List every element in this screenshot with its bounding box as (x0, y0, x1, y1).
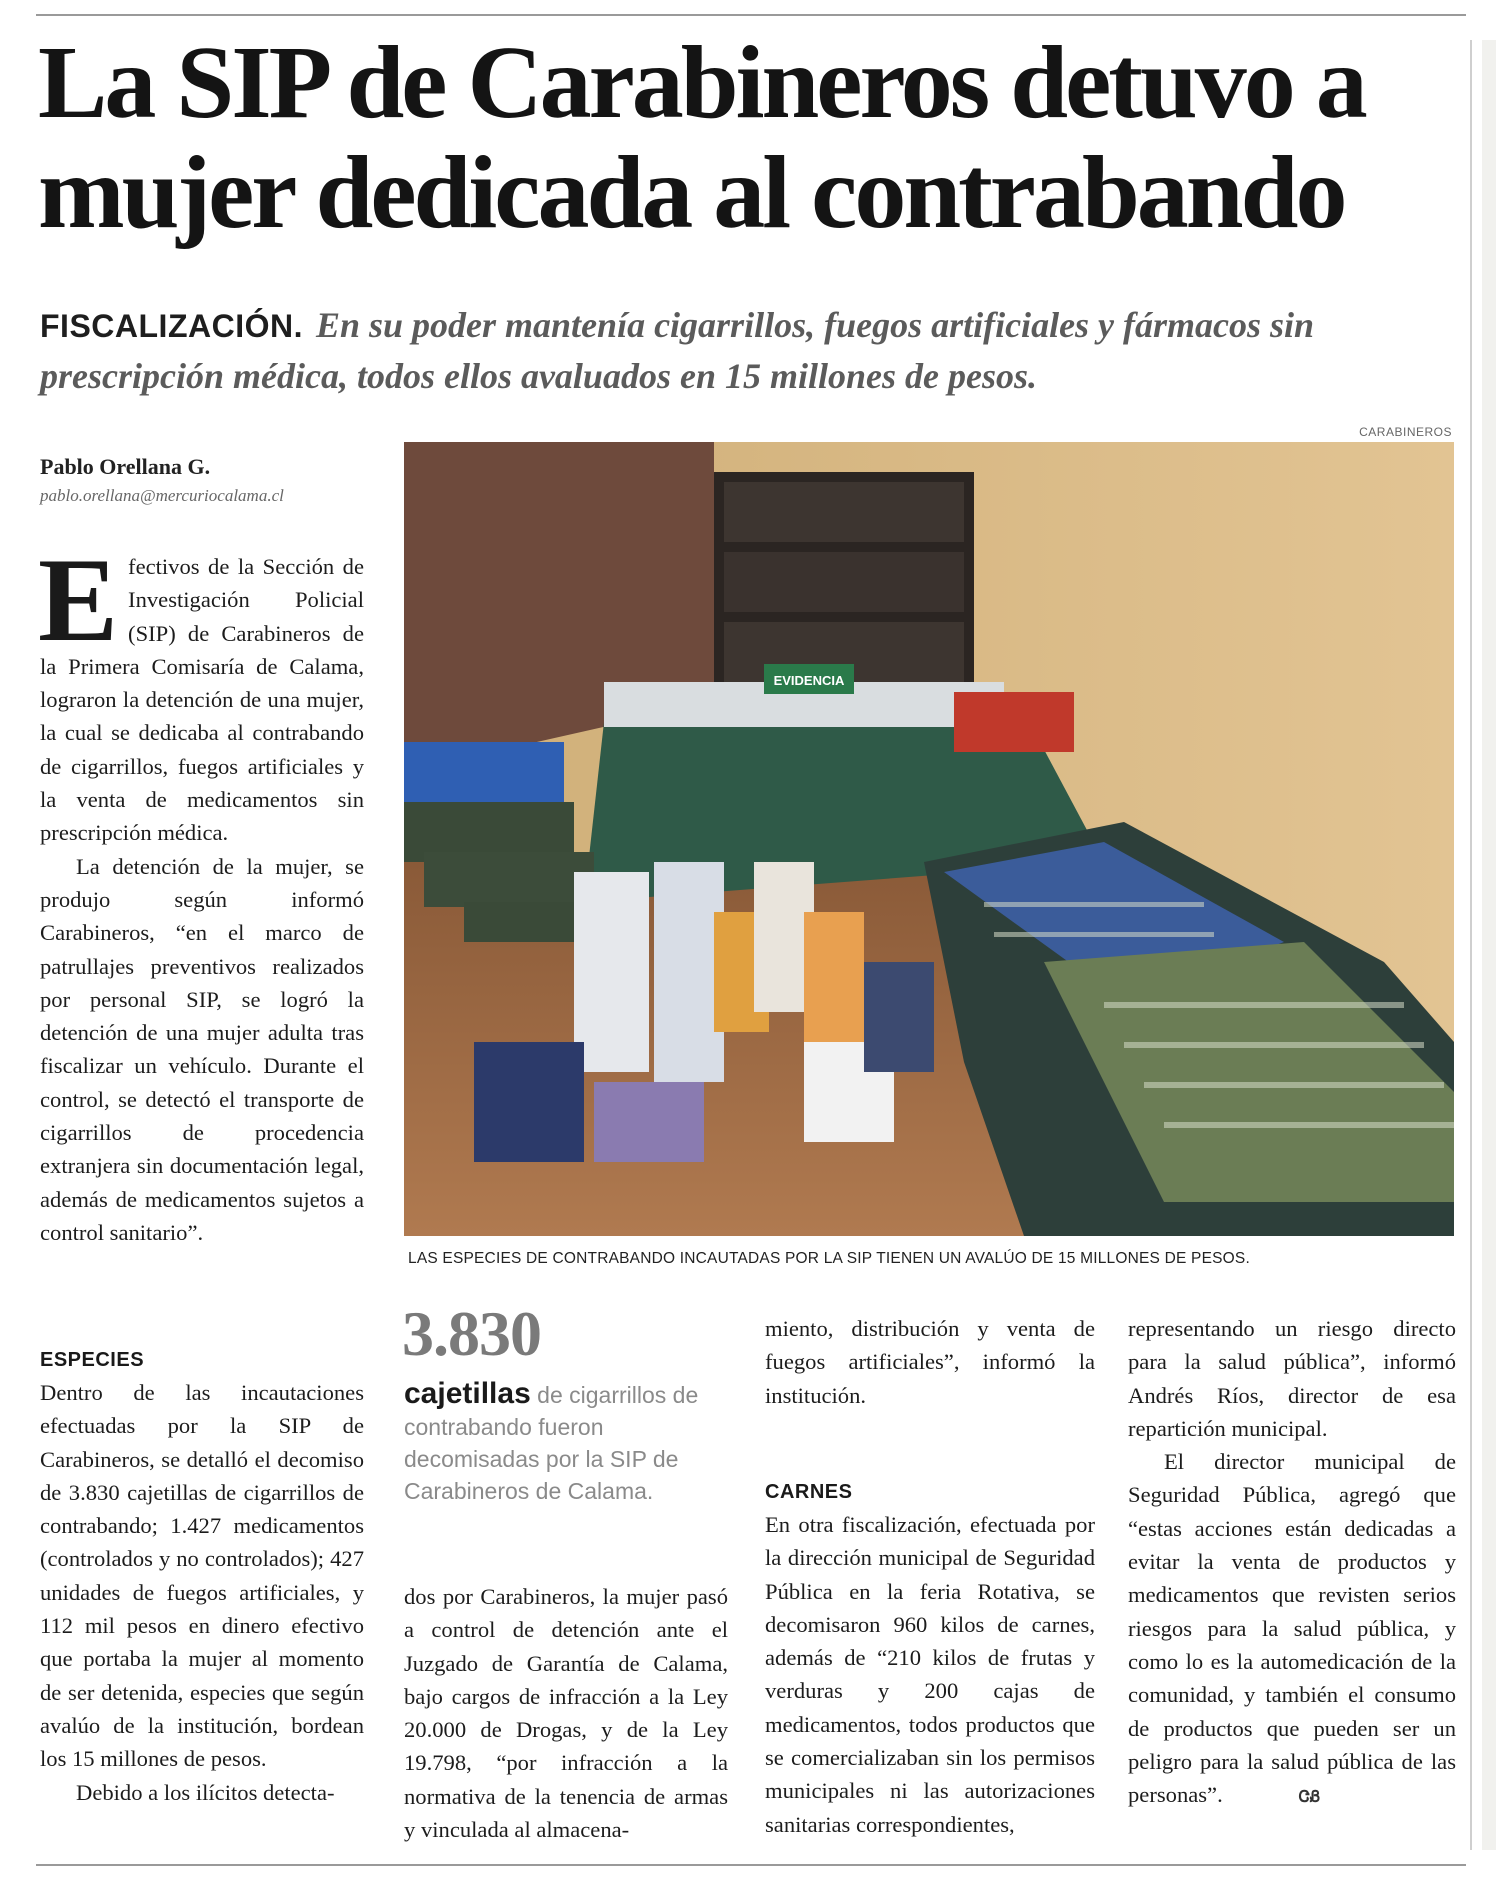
body-paragraph-1 (38, 533, 364, 850)
deck-text: En su poder mantenía cigarrillos, fuegos artificiales y fármacos sin prescripción médica, todos ellos avaluados en 15 millones de pesos. (40, 305, 1315, 396)
body-paragraph-8: representando un riesgo directo para la salud pública”, informó Andrés Ríos, director de esa repartición municipal. (1128, 1316, 1456, 1441)
column-rule (1470, 40, 1472, 1850)
body-column-2 (404, 1580, 728, 1846)
deck-kicker: FISCALIZACIÓN. (40, 308, 303, 344)
body-paragraph-7: En otra fiscalización, efectuada por la dirección municipal de Seguridad Pública en la feria Rotativa, se decomisaron 960 kilos de carnes, además de “210 kilos de frutas y verduras y 200 cajas de medicamentos, todos productos que se comercializaban sin los permisos municipales ni las autorizaciones sanitarias correspondientes, (765, 1512, 1095, 1837)
body-column-1 (38, 533, 364, 1249)
evidence-sign: EVIDENCIA (773, 673, 845, 688)
paragraph-1-text: fectivos de la Sección de Investigación Policial (SIP) de Carabineros de la Primera Comisaría de Calama, lograron la detención de una mujer, la cual se dedicaba al contrabando de cigarrillos, fuegos artificiales y la venta de medicamentos sin prescripción médica. (40, 554, 364, 846)
byline (40, 452, 370, 510)
body-paragraph-3: Dentro de las incautaciones efectuadas por la SIP de Carabineros, se detalló el decomiso de 3.830 cajetillas de cigarrillos de contrabando; 1.427 medicamentos (controlados y no controlados); 427 unidades de fuegos artificiales, y 112 mil pesos en dinero efectivo que portaba la mujer al momento de ser detenida, especies que según avalúo de la institución, bordean los 15 millones de pesos. (40, 1380, 364, 1772)
adjacent-page-edge (1482, 40, 1496, 1850)
photo-credit: CARABINEROS (1359, 425, 1452, 439)
body-paragraph-4: Debido a los ilícitos detecta- (76, 1779, 335, 1805)
paragraph-9-text: El director municipal de Seguridad Pública, agregó que “estas acciones están dedicadas a evitar la venta de productos y medicamentos que revisten serios riesgos para la salud pública, y como lo es la automedicación de la comunidad, y también el consumo de productos que pueden ser un peligro para la salud pública de las personas”. (1128, 1449, 1456, 1808)
top-rule (36, 14, 1466, 16)
photo-caption: LAS ESPECIES DE CONTRABANDO INCAUTADAS POR LA SIP TIENEN UN AVALÚO DE 15 MILLONES DE PESOS. (408, 1250, 1250, 1267)
body-column-3 (765, 1312, 1095, 1412)
body-column-1-lower (40, 1346, 364, 1809)
body-column-4 (1128, 1312, 1456, 1814)
stat-callout (404, 1378, 734, 1507)
stat-lead: cajetillas (404, 1377, 531, 1410)
author-name: Pablo Orellana G. (40, 454, 211, 479)
stat-number: 3.830 (402, 1298, 541, 1369)
stat-description: de cigarrillos de contrabando fueron decomisadas por la SIP de Carabineros de Calama. (404, 1382, 699, 1504)
subhead-especies: ESPECIES (40, 1349, 145, 1371)
drop-cap: E (38, 533, 119, 666)
bottom-rule (36, 1864, 1466, 1866)
author-email: pablo.orellana@mercuriocalama.cl (40, 486, 284, 505)
contraband-photo-illustration (404, 442, 1454, 1236)
end-mark-icon: ᏣᏰ (1298, 1789, 1321, 1807)
body-paragraph-5: dos por Carabineros, la mujer pasó a control de detención ante el Juzgado de Garantía de Calama, bajo cargos de infracción a la Ley 20.000 de Drogas, y de la Ley 19.798, “por infracción a la normativa de la tenencia de armas y vinculada al almacena- (404, 1584, 728, 1843)
body-paragraph-9 (1128, 1445, 1456, 1814)
subhead-carnes: CARNES (765, 1481, 853, 1503)
headline: La SIP de Carabineros detuvo a mujer dedicada al contrabando (38, 25, 1365, 250)
body-paragraph-6: miento, distribución y venta de fuegos artificiales”, informó la institución. (765, 1316, 1095, 1408)
body-column-3-lower (765, 1478, 1095, 1841)
deck (40, 300, 1460, 401)
body-paragraph-2: La detención de la mujer, se produjo según informó Carabineros, “en el marco de patrullajes preventivos realizados por personal SIP, se logró la detención de una mujer adulta tras fiscalizar un vehículo. Durante el control, se detectó el transporte de cigarrillos de procedencia extranjera sin documentación legal, además de medicamentos sujetos a control sanitario”. (40, 853, 364, 1245)
news-photo (404, 442, 1454, 1236)
